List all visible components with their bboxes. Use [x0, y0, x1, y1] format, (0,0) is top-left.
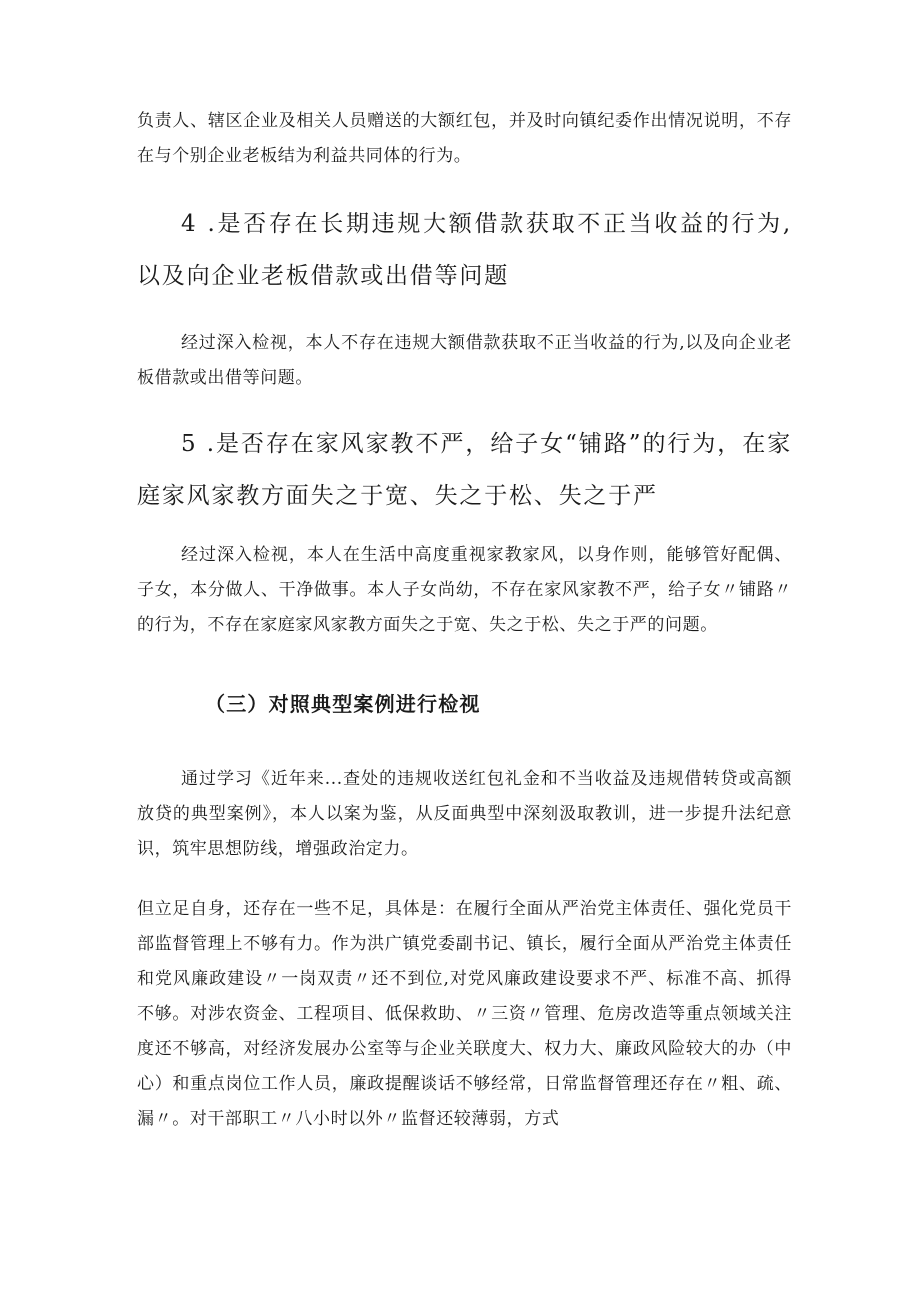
paragraph-shortcomings: 但立足自身，还存在一些不足，具体是：在履行全面从严治党主体责任、强化党员干部监督管理上不够有力。作为洪广镇党委副书记、镇长，履行全面从严治党主体责任和党风廉政建设〃一岗双责〃还不到位,对党风廉政建设要求不严、标准不高、抓得不够。对涉农资金、工程项目、低保救助、〃三资〃管理、危房改造等重点领域关注度还不够高，对经济发展办公室等与企业关联度大、权力大、廉政风险较大的办（中心）和重点岗位工作人员，廉政提醒谈话不够经常，日常监督管理还存在〃粗、疏、漏〃。对干部职工〃八小时以外〃监督还较薄弱，方式: [137, 899, 792, 1129]
section-heading-typical-cases: （三）对照典型案例进行检视: [205, 692, 481, 716]
heading-item-4-borrowing: 4 .是否存在长期违规大额借款获取不正当收益的行为,以及向企业老板借款或出借等问题: [137, 211, 792, 289]
paragraph-red-envelope-conclusion: 负责人、辖区企业及相关人员赠送的大额红包，并及时向镇纪委作出情况说明，不存在与个别企业老板结为利益共同体的行为。: [137, 111, 792, 166]
heading-item-5-family-tradition: 5 .是否存在家风家教不严，给子女“铺路”的行为，在家庭家风家教方面失之于宽、失之于松、失之于严: [137, 431, 792, 509]
paragraph-case-study: 通过学习《近年来...查处的违规收送红包礼金和不当收益及违规借转贷或高额放贷的典型案例》，本人以案为鉴，从反面典型中深刻汲取教训，进一步提升法纪意识，筑牢思想防线，增强政治定力。: [137, 769, 792, 859]
paragraph-family-tradition-review: 经过深入检视，本人在生活中高度重视家教家风，以身作则，能够管好配偶、子女，本分做人、干净做事。本人子女尚幼，不存在家风家教不严，给子女〃铺路〃的行为，不存在家庭家风家教方面失之于宽、失之于松、失之于严的问题。: [137, 545, 792, 635]
paragraph-borrowing-review: 经过深入检视，本人不存在违规大额借款获取不正当收益的行为,以及向企业老板借款或出借等问题。: [137, 333, 792, 388]
